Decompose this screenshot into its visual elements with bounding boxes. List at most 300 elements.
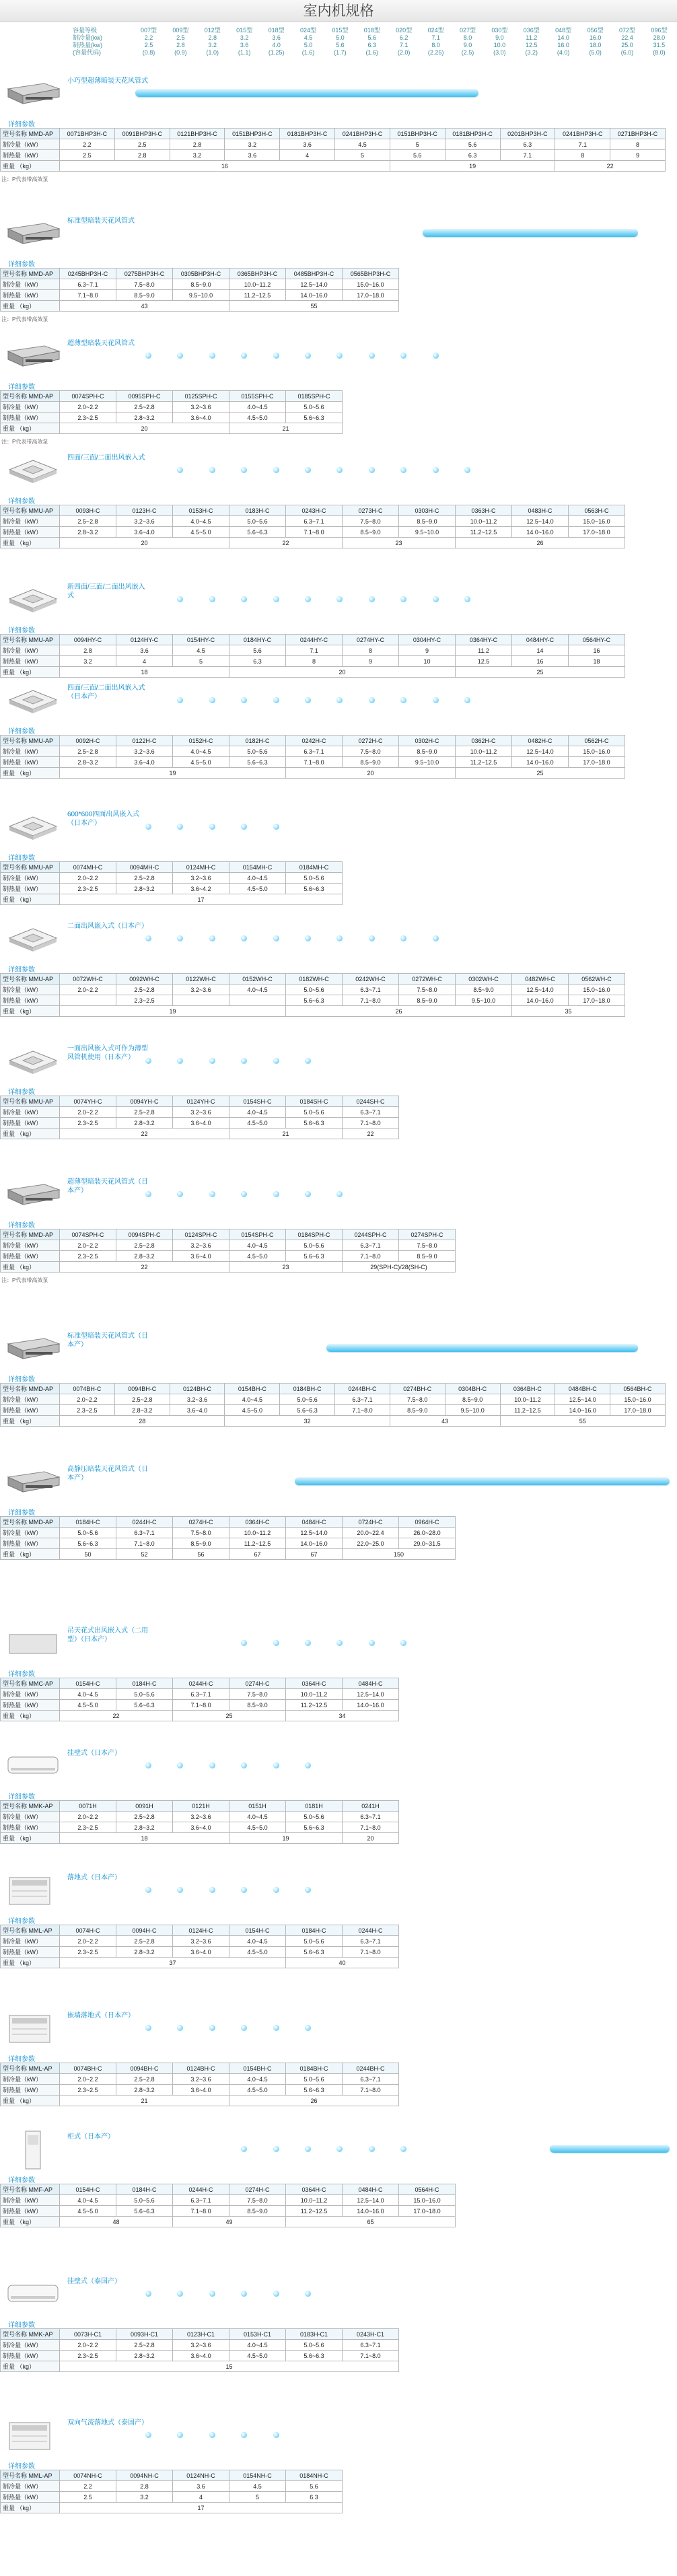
heating-label: 制热量（kW） xyxy=(1,995,60,1006)
model-cell: 0184NH-C xyxy=(286,2470,343,2481)
heating-cell: 4.5~5.0 xyxy=(225,1405,280,1416)
capacity-dot xyxy=(305,935,311,941)
model-cell: 0182H-C xyxy=(229,736,286,746)
heating-row xyxy=(1,413,343,423)
cooling-cell: 2.5~2.8 xyxy=(60,516,116,527)
model-cell: 0274H-C xyxy=(229,1678,286,1689)
cooling-cell: 7.5~8.0 xyxy=(399,985,456,995)
model-label xyxy=(1,2329,60,2340)
cooling-cell: 3.2~3.6 xyxy=(173,1936,229,1947)
header-legend-line: 容量等级 xyxy=(73,27,98,34)
cooling-cell: 6.3~7.1 xyxy=(173,1689,229,1700)
cooling-cell: 6.3~7.1 xyxy=(343,1936,399,1947)
weight-row xyxy=(1,1416,666,1427)
cooling-cell: 5.0~5.6 xyxy=(286,2074,343,2085)
cooling-cell: 6.3~7.1 xyxy=(343,2340,399,2351)
detail-params-link[interactable]: 详细参数 xyxy=(8,728,35,736)
model-label-text: 型号名称 xyxy=(3,393,28,400)
capacity-dot xyxy=(241,2291,247,2297)
model-cell: 0274BH-C xyxy=(390,1384,445,1394)
capacity-dot xyxy=(177,935,183,941)
model-row xyxy=(1,1384,666,1394)
capacity-dot xyxy=(209,824,215,830)
capacity-dot xyxy=(305,1762,311,1768)
heating-cell: 17.0~18.0 xyxy=(569,995,625,1006)
capacity-value: (2.25) xyxy=(427,49,444,56)
cooling-cell: 7.5~8.0 xyxy=(116,279,173,290)
capacity-value: 5.0 xyxy=(336,34,345,41)
weight-row xyxy=(1,894,343,905)
cooling-row xyxy=(1,2481,343,2492)
capacity-range xyxy=(0,696,677,709)
heating-row xyxy=(1,2492,343,2503)
heating-cell: 3.6~4.0 xyxy=(173,1822,229,1833)
heating-cell: 5.6~6.3 xyxy=(286,995,343,1006)
model-prefix: MMD-AP xyxy=(27,1519,54,1526)
model-row xyxy=(1,1096,399,1107)
weight-cell: 43 xyxy=(390,1416,500,1427)
capacity-dot xyxy=(400,353,406,359)
cooling-cell: 8.5~9.0 xyxy=(456,985,512,995)
model-cell: 0094NH-C xyxy=(116,2470,173,2481)
model-cell: 0071BHP3H-C xyxy=(60,129,115,139)
detail-params-link[interactable]: 详细参数 xyxy=(8,2056,35,2063)
heating-row xyxy=(1,150,666,161)
detail-params-link[interactable]: 详细参数 xyxy=(8,2177,35,2184)
model-row xyxy=(1,2184,456,2195)
heating-cell: 7.1~8.0 xyxy=(343,995,399,1006)
cooling-cell: 8 xyxy=(343,645,399,656)
cooling-cell: 6.3~7.1 xyxy=(343,2074,399,2085)
heating-cell: 5.6~6.3 xyxy=(286,1822,343,1833)
capacity-dot xyxy=(177,2025,183,2031)
capacity-value: 5.6 xyxy=(336,42,345,48)
cooling-cell: 3.2~3.6 xyxy=(173,402,229,413)
cooling-cell: 5.6 xyxy=(445,139,500,150)
heating-cell: 2.8 xyxy=(114,150,170,161)
cooling-cell: 15.0~16.0 xyxy=(610,1394,666,1405)
cooling-cell: 2.0~2.2 xyxy=(60,985,116,995)
cooling-cell: 2.0~2.2 xyxy=(60,1812,116,1822)
capacity-value: (1.6) xyxy=(301,49,315,56)
heating-cell: 2.3~2.5 xyxy=(60,413,116,423)
model-cell: 0074SPH-C xyxy=(60,1229,116,1240)
model-cell: 0183H-C1 xyxy=(286,2329,343,2340)
detail-params-link[interactable]: 详细参数 xyxy=(8,2322,35,2329)
table-note: 注：P代表带高效泵 xyxy=(1,176,48,182)
model-cell: 0094H-C xyxy=(116,1925,173,1936)
heating-cell: 3.6~4.0 xyxy=(173,2085,229,2096)
weight-row xyxy=(1,2096,399,2106)
heating-cell: 3.6~4.0 xyxy=(173,1947,229,1958)
model-cell: 0153H-C xyxy=(173,505,229,516)
capacity-dot xyxy=(400,467,406,473)
detail-params-link[interactable]: 详细参数 xyxy=(8,121,35,129)
cooling-cell: 5 xyxy=(390,139,445,150)
weight-cell: 22 xyxy=(60,1262,229,1273)
capacity-dot xyxy=(145,2291,151,2297)
capacity-column xyxy=(550,27,577,57)
product-name: 挂壁式（泰国产） xyxy=(67,2278,121,2285)
capacity-dot xyxy=(305,697,311,703)
cooling-cell: 10.0~11.2 xyxy=(229,1528,286,1538)
heating-cell: 2.8~3.2 xyxy=(114,1405,170,1416)
model-cell: 0152H-C xyxy=(173,736,229,746)
capacity-value: 048型 xyxy=(555,27,572,34)
heating-cell: 4.5~5.0 xyxy=(229,1251,286,1262)
heating-cell: 4.5~5.0 xyxy=(229,1822,286,1833)
model-cell: 0124YH-C xyxy=(173,1096,229,1107)
capacity-value: (1.25) xyxy=(268,49,285,56)
capacity-value: 096型 xyxy=(651,27,668,34)
detail-params-link[interactable]: 详细参数 xyxy=(8,1376,35,1384)
heating-cell: 18 xyxy=(569,656,625,667)
detail-params-link[interactable]: 详细参数 xyxy=(8,1918,35,1925)
capacity-dot xyxy=(241,353,247,359)
capacity-value: 015型 xyxy=(332,27,349,34)
detail-params-link[interactable]: 详细参数 xyxy=(8,855,35,862)
cooling-row xyxy=(1,1812,399,1822)
heating-cell: 7.1~8.0 xyxy=(343,2085,399,2096)
model-label-text: 型号名称 xyxy=(3,1386,28,1392)
capacity-value: 2.8 xyxy=(176,42,185,48)
capacity-value: (5.0) xyxy=(589,49,602,56)
heating-label: 制热量（kW） xyxy=(1,1538,60,1549)
capacity-dot xyxy=(145,1058,151,1064)
weight-cell: 19 xyxy=(229,1833,343,1844)
weight-label: 重量 （kg） xyxy=(1,2503,60,2513)
capacity-value: 18.0 xyxy=(589,42,602,48)
capacity-range xyxy=(0,2145,677,2158)
weight-cell: 55 xyxy=(229,301,399,312)
capacity-dot xyxy=(145,824,151,830)
weight-cell: 67 xyxy=(229,1549,286,1560)
model-cell: 0244BH-C xyxy=(335,1384,390,1394)
heating-label: 制热量（kW） xyxy=(1,2206,60,2217)
detail-params-link[interactable]: 详细参数 xyxy=(8,1222,35,1229)
heating-cell: 2.3~2.5 xyxy=(116,995,173,1006)
heating-label: 制热量（kW） xyxy=(1,757,60,768)
model-label-text: 型号名称 xyxy=(3,2472,28,2479)
capacity-value: 024型 xyxy=(299,27,317,34)
cooling-cell: 6.3~7.1 xyxy=(335,1394,390,1405)
heating-cell: 3.6~4.2 xyxy=(173,884,229,894)
weight-cell: 65 xyxy=(286,2217,456,2227)
cooling-cell: 12.5~14.0 xyxy=(286,1528,343,1538)
cooling-row xyxy=(1,279,399,290)
cooling-cell: 2.2 xyxy=(60,2481,116,2492)
cooling-cell: 4.0~4.5 xyxy=(229,873,286,884)
weight-cell: 19 xyxy=(390,161,555,172)
capacity-value: (0.8) xyxy=(142,49,155,56)
cooling-label: 制冷量（kW） xyxy=(1,2074,60,2085)
heating-row xyxy=(1,1251,456,1262)
capacity-value: 22.4 xyxy=(621,34,633,41)
capacity-dot xyxy=(209,1191,215,1197)
heating-cell: 3.6~4.0 xyxy=(116,757,173,768)
heating-cell: 6.3 xyxy=(286,2492,343,2503)
cooling-cell: 5.0~5.6 xyxy=(280,1394,335,1405)
model-prefix: MMU-AP xyxy=(27,864,54,871)
model-cell: 0153H-C1 xyxy=(229,2329,286,2340)
weight-cell: 26 xyxy=(286,1006,512,1017)
heating-cell: 3.6~4.0 xyxy=(173,1118,229,1129)
weight-label: 重量 （kg） xyxy=(1,1711,60,1721)
model-cell: 0074H-C xyxy=(60,1925,116,1936)
weight-label: 重量 （kg） xyxy=(1,423,60,434)
model-prefix: MMU-AP xyxy=(27,738,54,744)
model-row xyxy=(1,269,399,279)
heating-cell: 4 xyxy=(116,656,173,667)
cooling-cell: 2.0~2.2 xyxy=(60,402,116,413)
capacity-range xyxy=(0,822,677,836)
model-cell: 0563H-C xyxy=(569,505,625,516)
capacity-value: 2.8 xyxy=(208,34,217,41)
heating-row xyxy=(1,2351,399,2361)
weight-cell: 29(SPH-C)/28(SH-C) xyxy=(343,1262,456,1273)
heating-cell: 9.5~10.0 xyxy=(445,1405,500,1416)
capacity-value: 31.5 xyxy=(653,42,666,48)
cooling-cell: 5.0~5.6 xyxy=(286,1812,343,1822)
capacity-dot xyxy=(305,596,311,602)
capacity-value: 2.5 xyxy=(176,34,185,41)
detail-params-link[interactable]: 详细参数 xyxy=(8,498,35,505)
capacity-dot xyxy=(241,467,247,473)
weight-label: 重量 （kg） xyxy=(1,1549,60,1560)
heating-cell: 4.5~5.0 xyxy=(229,1118,286,1129)
weight-cell: 16 xyxy=(60,161,390,172)
model-cell: 0123H-C xyxy=(116,505,173,516)
model-label-text: 型号名称 xyxy=(3,2186,28,2193)
cooling-cell: 3.2~3.6 xyxy=(170,1394,225,1405)
capacity-dot xyxy=(177,824,183,830)
model-cell: 0181BHP3H-C xyxy=(280,129,335,139)
weight-label: 重量 （kg） xyxy=(1,1833,60,1844)
capacity-range xyxy=(0,466,677,479)
model-cell: 0244BH-C xyxy=(343,2063,399,2074)
model-cell: 0304BH-C xyxy=(445,1384,500,1394)
capacity-dot xyxy=(209,1887,215,1893)
spec-table xyxy=(0,128,666,172)
cooling-cell: 5.0~5.6 xyxy=(286,1107,343,1118)
model-cell: 0124HY-C xyxy=(116,635,173,645)
model-cell: 0152WH-C xyxy=(229,974,286,985)
weight-row xyxy=(1,768,625,779)
heating-row xyxy=(1,757,625,768)
detail-params-link[interactable]: 详细参数 xyxy=(8,1509,35,1517)
cooling-cell: 2.5~2.8 xyxy=(116,1240,173,1251)
model-cell: 0303H-C xyxy=(399,505,456,516)
weight-cell: 17 xyxy=(60,2503,343,2513)
spec-table xyxy=(0,2063,399,2106)
cooling-cell: 2.5~2.8 xyxy=(116,402,173,413)
product-name: 双向气流落地式（泰国产） xyxy=(67,2419,148,2427)
capacity-value: 16.0 xyxy=(557,42,569,48)
weight-label: 重量 （kg） xyxy=(1,2096,60,2106)
model-cell: 0093H-C xyxy=(60,505,116,516)
heating-label: 制热量（kW） xyxy=(1,150,60,161)
cooling-cell: 12.5~14.0 xyxy=(512,516,569,527)
cooling-cell: 10.0~11.2 xyxy=(500,1394,555,1405)
model-cell: 0154SH-C xyxy=(229,1096,286,1107)
cooling-cell: 5.6 xyxy=(286,2481,343,2492)
model-cell: 0094YH-C xyxy=(116,1096,173,1107)
product-name: 标准型暗装天花风管式 xyxy=(67,217,135,225)
capacity-dot xyxy=(209,1058,215,1064)
model-cell: 0244HY-C xyxy=(286,635,343,645)
cooling-cell: 3.2~3.6 xyxy=(173,873,229,884)
cooling-cell: 4.0~4.5 xyxy=(229,402,286,413)
model-cell: 0154BH-C xyxy=(225,1384,280,1394)
capacity-dot xyxy=(273,2432,279,2438)
model-cell: 0094SPH-C xyxy=(116,1229,173,1240)
heating-cell: 4.5~5.0 xyxy=(173,757,229,768)
weight-row xyxy=(1,2503,343,2513)
cooling-cell: 3.2~3.6 xyxy=(173,1240,229,1251)
weight-cell: 40 xyxy=(286,1958,399,1968)
spec-table xyxy=(0,2328,399,2372)
model-cell: 0124BH-C xyxy=(173,2063,229,2074)
heating-cell: 9 xyxy=(343,656,399,667)
heating-label: 制热量（kW） xyxy=(1,2085,60,2096)
capacity-dot xyxy=(400,935,406,941)
capacity-range xyxy=(0,2289,677,2303)
model-cell: 0073H-C1 xyxy=(60,2329,116,2340)
capacity-range xyxy=(0,2024,677,2037)
cooling-label: 制冷量（kW） xyxy=(1,985,60,995)
weight-row xyxy=(1,2361,399,2372)
capacity-dot xyxy=(369,467,375,473)
weight-cell: 50 xyxy=(60,1549,116,1560)
weight-cell: 23 xyxy=(343,538,456,548)
cooling-label: 制冷量（kW） xyxy=(1,1394,60,1405)
capacity-column xyxy=(486,27,513,57)
detail-params-link[interactable]: 详细参数 xyxy=(8,627,35,635)
model-cell: 0364BH-C xyxy=(500,1384,555,1394)
cooling-cell: 5.0~5.6 xyxy=(286,1936,343,1947)
capacity-dot xyxy=(273,2025,279,2031)
model-cell: 0364H-C xyxy=(286,1678,343,1689)
heating-cell: 2.3~2.5 xyxy=(60,1251,116,1262)
weight-cell: 21 xyxy=(229,423,343,434)
capacity-value: 018型 xyxy=(363,27,380,34)
heating-cell: 5.6~6.3 xyxy=(229,527,286,538)
weight-label: 重量 （kg） xyxy=(1,161,60,172)
heating-cell: 14.0~16.0 xyxy=(343,2206,399,2217)
heating-cell: 11.2~12.5 xyxy=(286,2206,343,2217)
model-prefix: MMD-AP xyxy=(27,1386,54,1392)
detail-params-link[interactable]: 详细参数 xyxy=(8,966,35,974)
model-cell: 0121BHP3H-C xyxy=(170,129,225,139)
model-cell: 0154NH-C xyxy=(229,2470,286,2481)
heating-cell: 3.6~4.0 xyxy=(170,1405,225,1416)
model-cell: 0274HY-C xyxy=(343,635,399,645)
weight-cell: 22 xyxy=(555,161,666,172)
product-name: 高静压暗装天花风管式（日本产） xyxy=(67,1466,148,1482)
heating-cell: 4.5~5.0 xyxy=(60,1700,116,1711)
heating-cell: 2.3~2.5 xyxy=(60,2351,116,2361)
capacity-dot xyxy=(177,596,183,602)
heating-cell: 2.5 xyxy=(60,150,115,161)
model-label xyxy=(1,736,60,746)
heating-cell: 17.0~18.0 xyxy=(610,1405,666,1416)
cooling-cell: 9 xyxy=(399,645,456,656)
model-cell: 0485BHP3H-C xyxy=(286,269,343,279)
heating-cell: 6.3 xyxy=(445,150,500,161)
model-label xyxy=(1,862,60,873)
cooling-cell: 2.8 xyxy=(60,645,116,656)
capacity-dot xyxy=(305,2146,311,2152)
heating-cell: 8.5~9.0 xyxy=(390,1405,445,1416)
capacity-dot xyxy=(273,697,279,703)
detail-params-link[interactable]: 详细参数 xyxy=(8,384,35,391)
cooling-cell: 2.5~2.8 xyxy=(116,985,173,995)
model-cell: 0092H-C xyxy=(60,736,116,746)
capacity-value: 027型 xyxy=(459,27,476,34)
capacity-dot xyxy=(241,596,247,602)
cooling-row xyxy=(1,2074,399,2085)
cooling-label: 制冷量（kW） xyxy=(1,2195,60,2206)
capacity-value: 056型 xyxy=(587,27,604,34)
heating-label: 制热量（kW） xyxy=(1,1118,60,1129)
detail-params-link[interactable]: 详细参数 xyxy=(8,2463,35,2470)
heating-cell: 2.8~3.2 xyxy=(116,884,173,894)
cooling-cell: 15.0~16.0 xyxy=(343,279,399,290)
model-cell: 0074MH-C xyxy=(60,862,116,873)
cooling-cell: 5.0~5.6 xyxy=(286,985,343,995)
capacity-value: 6.3 xyxy=(367,42,377,48)
detail-params-link[interactable]: 详细参数 xyxy=(8,261,35,269)
heating-cell: 11.2~12.5 xyxy=(229,1538,286,1549)
capacity-dot xyxy=(273,2146,279,2152)
heating-cell: 4.5~5.0 xyxy=(229,884,286,894)
cooling-cell: 2.5~2.8 xyxy=(116,2340,173,2351)
cooling-cell: 4.0~4.5 xyxy=(229,1812,286,1822)
heating-cell: 2.8~3.2 xyxy=(116,413,173,423)
detail-params-link[interactable]: 详细参数 xyxy=(8,1671,35,1678)
heating-cell: 11.2~12.5 xyxy=(456,527,512,538)
table-note: 注：P代表带高效泵 xyxy=(1,316,48,322)
weight-row xyxy=(1,538,625,548)
cooling-cell: 4.0~4.5 xyxy=(60,1689,116,1700)
heating-cell: 5 xyxy=(335,150,390,161)
model-prefix: MMU-AP xyxy=(27,507,54,514)
capacity-range xyxy=(0,2431,677,2444)
capacity-column xyxy=(199,27,226,57)
heating-label: 制热量（kW） xyxy=(1,884,60,894)
cooling-cell: 2.5~2.8 xyxy=(116,1107,173,1118)
cooling-cell: 10.0~11.2 xyxy=(229,279,286,290)
cooling-cell: 2.5~2.8 xyxy=(114,1394,170,1405)
cooling-cell: 2.5~2.8 xyxy=(60,746,116,757)
cooling-label: 制冷量（kW） xyxy=(1,2340,60,2351)
cooling-cell: 6.3 xyxy=(500,139,555,150)
cooling-row xyxy=(1,139,666,150)
heating-row xyxy=(1,884,343,894)
model-label xyxy=(1,129,60,139)
model-row xyxy=(1,391,343,402)
heating-cell: 12.5 xyxy=(456,656,512,667)
detail-params-link[interactable]: 详细参数 xyxy=(8,1793,35,1801)
cooling-cell: 4.0~4.5 xyxy=(229,1240,286,1251)
model-label xyxy=(1,1801,60,1812)
model-cell: 0482WH-C xyxy=(512,974,569,985)
detail-params-link[interactable]: 详细参数 xyxy=(8,1089,35,1096)
heating-row xyxy=(1,2085,399,2096)
capacity-dot xyxy=(177,1762,183,1768)
capacity-value: 25.0 xyxy=(621,42,633,48)
model-cell: 0201BHP3H-C xyxy=(500,129,555,139)
